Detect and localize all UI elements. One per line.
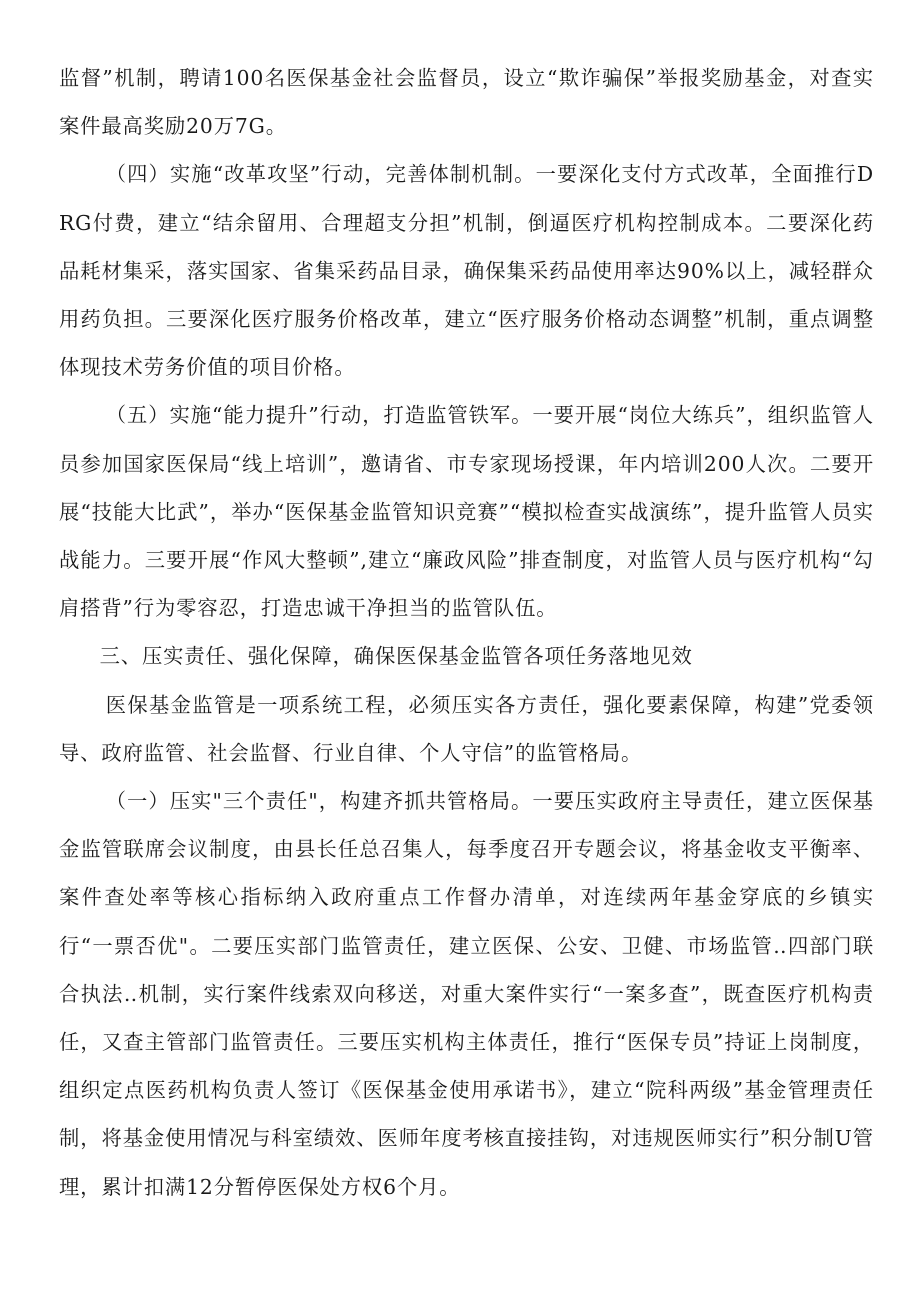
paragraph-section-five: （五）实施“能力提升”行动，打造监管铁军。一要开展“岗位大练兵”，组织监管人员参加国家医保局“线上培训”，邀请省、市专家现场授课，年内培训200人次。二要开展“技能大比武”，举办“医保基金监管知识竞赛”“模拟检查实战演练”，提升监管人员实战能力。三要开展“作风大整顿”,建立“廉政风险”排查制度，对监管人员与医疗机构“勾肩搭背”行为零容忍，打造忠诚干净担当的监管队伍。: [59, 403, 874, 621]
paragraph-continuation: 监督”机制，聘请100名医保基金社会监督员，设立“欺诈骗保”举报奖励基金，对查实案件最高奖励20万7G。: [59, 66, 874, 139]
paragraph-overview: 医保基金监管是一项系统工程，必须压实各方责任，强化要素保障，构建”党委领导、政府监管、社会监督、行业自律、个人守信”的监管格局。: [59, 692, 874, 765]
section-heading-three: 三、压实责任、强化保障，确保医保基金监管各项任务落地见效: [99, 644, 693, 669]
paragraph-section-four: （四）实施“改革攻坚”行动，完善体制机制。一要深化支付方式改革，全面推行DRG付费，建立“结余留用、合理超支分担”机制，倒逼医疗机构控制成本。二要深化药品耗材集采，落实国家、省集采药品目录，确保集采药品使用率达90%以上，减轻群众用药负担。三要深化医疗服务价格改革，建立“医疗服务价格动态调整”机制，重点调整体现技术劳务价值的项目价格。: [59, 162, 874, 380]
document-body: [59, 54, 874, 1211]
paragraph-responsibilities: （一）压实"三个责任"，构建齐抓共管格局。一要压实政府主导责任，建立医保基金监管联席会议制度，由县长任总召集人，每季度召开专题会议，将基金收支平衡率、案件查处率等核心指标纳入政府重点工作督办清单，对连续两年基金穿底的乡镇实行“一票否优"。二要压实部门监管责任，建立医保、公安、卫健、市场监管‥四部门联合执法‥机制，实行案件线索双向移送，对重大案件实行“一案多查”，既查医疗机构责任，又查主管部门监管责任。三要压实机构主体责任，推行“医保专员”持证上岗制度，组织定点医药机构负责人签订《医保基金使用承诺书》，建立“院科两级”基金管理责任制，将基金使用情况与科室绩效、医师年度考核直接挂钩，对违规医师实行”积分制U管理，累计扣满12分暂停医保处方权6个月。: [59, 789, 874, 1199]
